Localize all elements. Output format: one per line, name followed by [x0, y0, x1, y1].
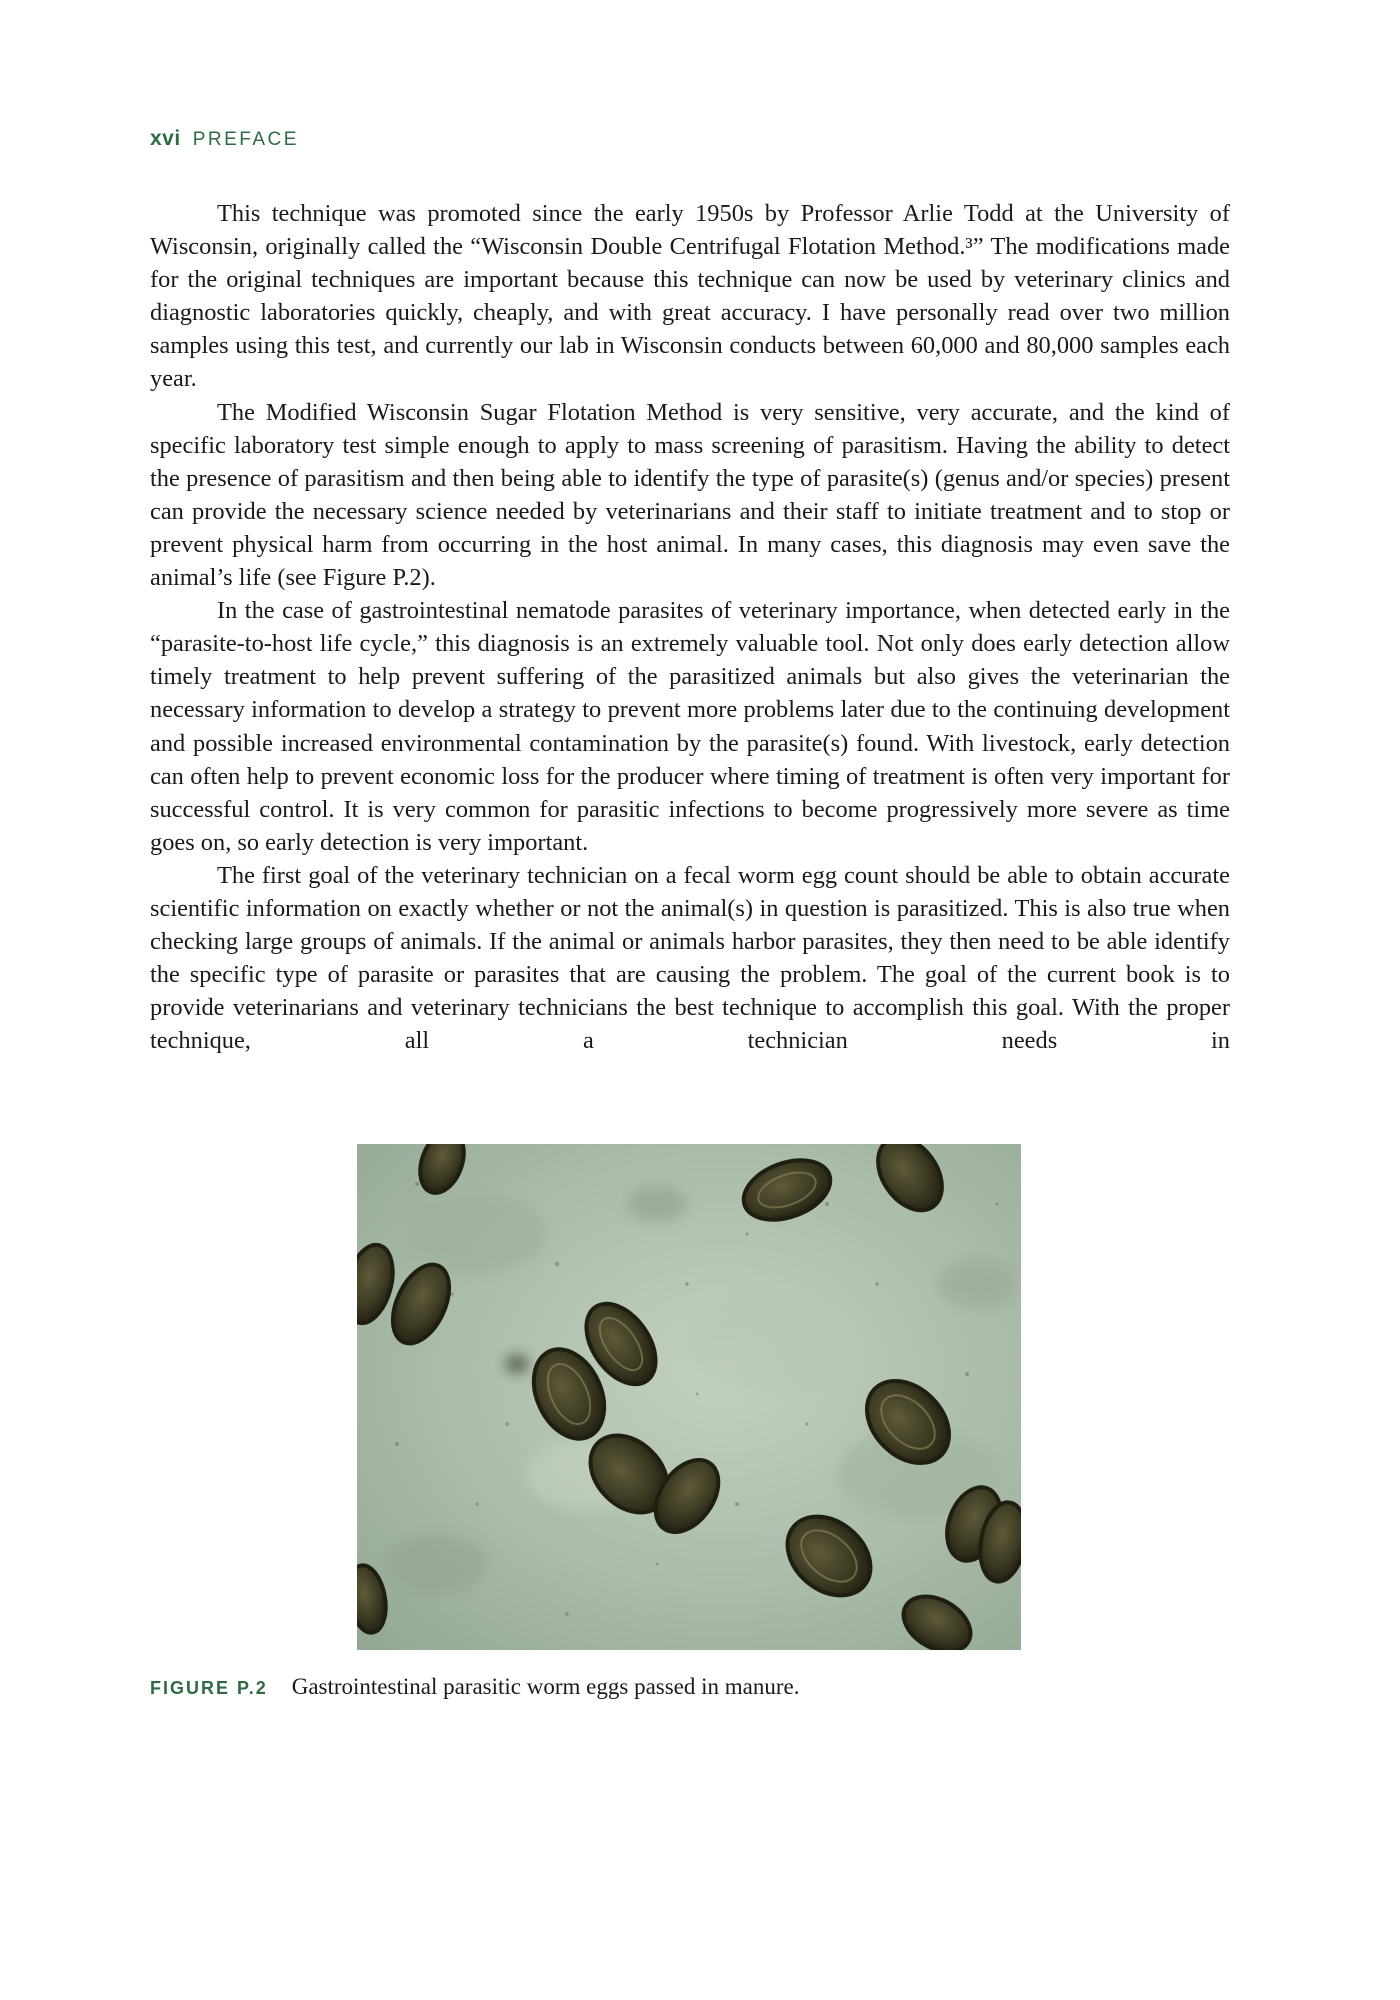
figure-photo — [357, 1144, 1021, 1650]
caption-text: Gastrointestinal parasitic worm eggs passed in manure. — [291, 1674, 800, 1699]
page-number: xvi — [150, 127, 181, 150]
paragraph: This technique was promoted since the early 1950s by Professor Arlie Todd at the University of Wisconsin, originally called the “Wisconsin Double Centrifugal Flotation Method.³” The modifications made for the original techniques are important because this technique can now be used by veterinary clinics and diagnostic laboratories quickly, cheaply, and with great accuracy. I have personally read over two million samples using this test, and currently our lab in Wisconsin conducts between 60,000 and 80,000 samples each year. — [150, 200, 1230, 393]
running-head — [150, 127, 299, 157]
figure-label: FIGURE P.2 — [150, 1678, 268, 1698]
section-title: PREFACE — [192, 129, 299, 150]
paragraph: In the case of gastrointestinal nematode parasites of veterinary importance, when detected early in the “parasite-to-host life cycle,” this diagnosis is an extremely valuable tool. Not only does early detection allow timely treatment to help prevent suffering of the parasitized animals but also gives the veterinarian the necessary information to develop a strategy to prevent more problems later due to the continuing development and possible increased environmental contamination by the parasite(s) found. With livestock, early detection can often help to prevent economic loss for the producer where timing of treatment is often very important for successful control. It is very common for parasitic infections to become progressively more severe as time goes on, so early detection is very important. — [150, 597, 1230, 856]
body-text — [150, 197, 1230, 1057]
figure-caption — [150, 1674, 800, 1700]
paragraph: The first goal of the veterinary technician on a fecal worm egg count should be able to obtain accurate scientific information on exactly whether or not the animal(s) in question is parasitized. This is also true when checking large groups of animals. If the animal or animals harbor parasites, they then need to be able identify the specific type of parasite or parasites that are causing the problem. The goal of the current book is to provide veterinarians and veterinary technicians the best technique to accomplish this goal. With the proper technique, all a technician needs in — [150, 861, 1230, 1055]
paragraph: The Modified Wisconsin Sugar Flotation Method is very sensitive, very accurate, and the kind of specific laboratory test simple enough to apply to mass screening of parasitism. Having the ability to detect the presence of parasitism and then being able to identify the type of parasite(s) (genus and/or species) present can provide the necessary science needed by veterinarians and their staff to initiate treatment and to stop or prevent physical harm from occurring in the host animal. In many cases, this diagnosis may even save the animal’s life (see Figure P.2). — [150, 398, 1230, 592]
